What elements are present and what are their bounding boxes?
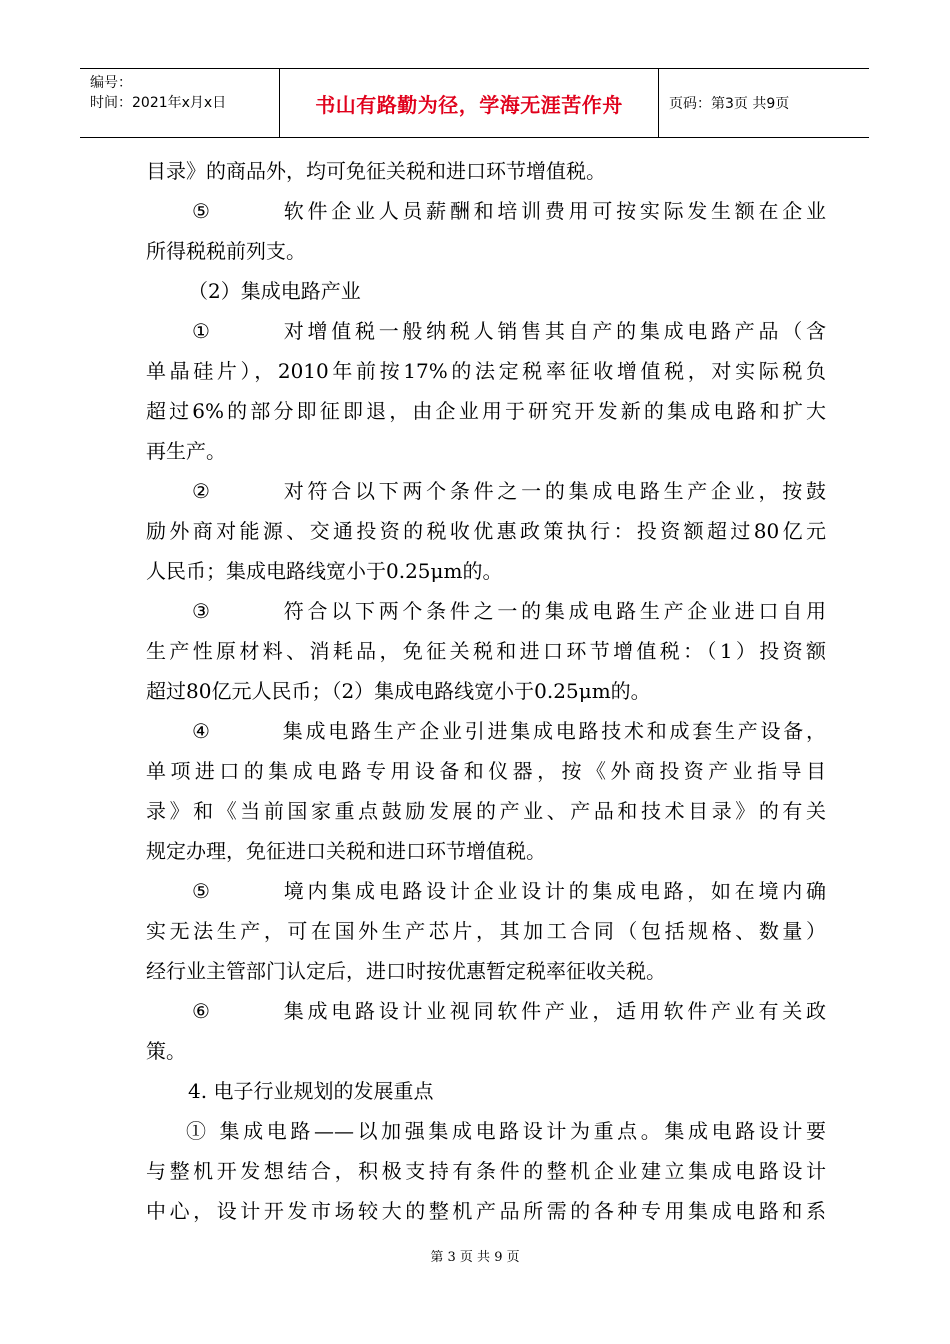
text-line: ① 集成电路——以加强集成电路设计为重点。集成电路设计要 bbox=[186, 1119, 826, 1143]
document-body bbox=[146, 151, 826, 1231]
list-marker: ④ bbox=[192, 719, 210, 743]
text-line: 境内集成电路设计企业设计的集成电路，如在境内确 bbox=[280, 879, 826, 903]
text-line: 经行业主管部门认定后，进口时按优惠暂定税率征收关税。 bbox=[146, 959, 666, 983]
list-marker: ① bbox=[192, 319, 210, 343]
text-line: 中心，设计开发市场较大的整机产品所需的各种专用集成电路和系 bbox=[146, 1199, 826, 1223]
doc-number: 编号： bbox=[90, 75, 132, 91]
text-line: 单晶硅片），2010年前按17%的法定税率征收增值税，对实际税负 bbox=[146, 359, 826, 383]
list-marker: ⑥ bbox=[192, 999, 210, 1023]
header-left-cell bbox=[80, 69, 280, 137]
text-line: 生产性原材料、消耗品，免征关税和进口环节增值税：（1）投资额 bbox=[146, 639, 826, 663]
text-line: 软件企业人员薪酬和培训费用可按实际发生额在企业 bbox=[280, 199, 826, 223]
doc-time: 时间：2021年x月x日 bbox=[90, 95, 227, 111]
section-heading: （2）集成电路产业 bbox=[188, 279, 361, 303]
list-marker: ② bbox=[192, 479, 210, 503]
text-line: 单项进口的集成电路专用设备和仪器，按《外商投资产业指导目 bbox=[146, 759, 826, 783]
text-line: 所得税税前列支。 bbox=[146, 239, 306, 263]
text-line: 规定办理，免征进口关税和进口环节增值税。 bbox=[146, 839, 546, 863]
text-line: 超过80亿元人民币；（2）集成电路线宽小于0.25μm的。 bbox=[146, 679, 651, 703]
text-line: 励外商对能源、交通投资的税收优惠政策执行：投资额超过80亿元 bbox=[146, 519, 826, 543]
list-item-line bbox=[146, 311, 826, 351]
text-line: 集成电路设计业视同软件产业，适用软件产业有关政 bbox=[280, 999, 826, 1023]
section-heading: 4. 电子行业规划的发展重点 bbox=[188, 1079, 434, 1103]
text-line: 人民币；集成电路线宽小于0.25μm的。 bbox=[146, 559, 503, 583]
text-line: 再生产。 bbox=[146, 439, 226, 463]
text-line: 集成电路生产企业引进集成电路技术和成套生产设备， bbox=[280, 719, 826, 743]
text-line: 目录》的商品外，均可免征关税和进口环节增值税。 bbox=[146, 159, 606, 183]
text-line: 对增值税一般纳税人销售其自产的集成电路产品（含 bbox=[280, 319, 826, 343]
list-item-line bbox=[146, 991, 826, 1031]
page-header bbox=[80, 68, 869, 138]
list-item-line bbox=[146, 471, 826, 511]
list-item-line bbox=[146, 871, 826, 911]
list-item-line bbox=[146, 591, 826, 631]
text-line: 符合以下两个条件之一的集成电路生产企业进口自用 bbox=[280, 599, 826, 623]
text-line: 与整机开发想结合，积极支持有条件的整机企业建立集成电路设计 bbox=[146, 1159, 826, 1183]
text-line: 策。 bbox=[146, 1039, 186, 1063]
header-motto: 书山有路勤为径，学海无涯苦作舟 bbox=[280, 69, 659, 137]
text-line: 对符合以下两个条件之一的集成电路生产企业，按鼓 bbox=[280, 479, 826, 503]
text-line: 录》和《当前国家重点鼓励发展的产业、产品和技术目录》的有关 bbox=[146, 799, 826, 823]
text-line: 超过6%的部分即征即退，由企业用于研究开发新的集成电路和扩大 bbox=[146, 399, 826, 423]
list-marker: ⑤ bbox=[192, 879, 210, 903]
list-marker: ③ bbox=[192, 599, 210, 623]
list-marker: ⑤ bbox=[192, 199, 210, 223]
header-page-info: 页码：第3页 共9页 bbox=[669, 96, 790, 112]
page-footer: 第 3 页 共 9 页 bbox=[430, 1250, 520, 1265]
list-item-line bbox=[146, 711, 826, 751]
list-item-line bbox=[146, 191, 826, 231]
text-line: 实无法生产，可在国外生产芯片，其加工合同（包括规格、数量） bbox=[146, 919, 826, 943]
